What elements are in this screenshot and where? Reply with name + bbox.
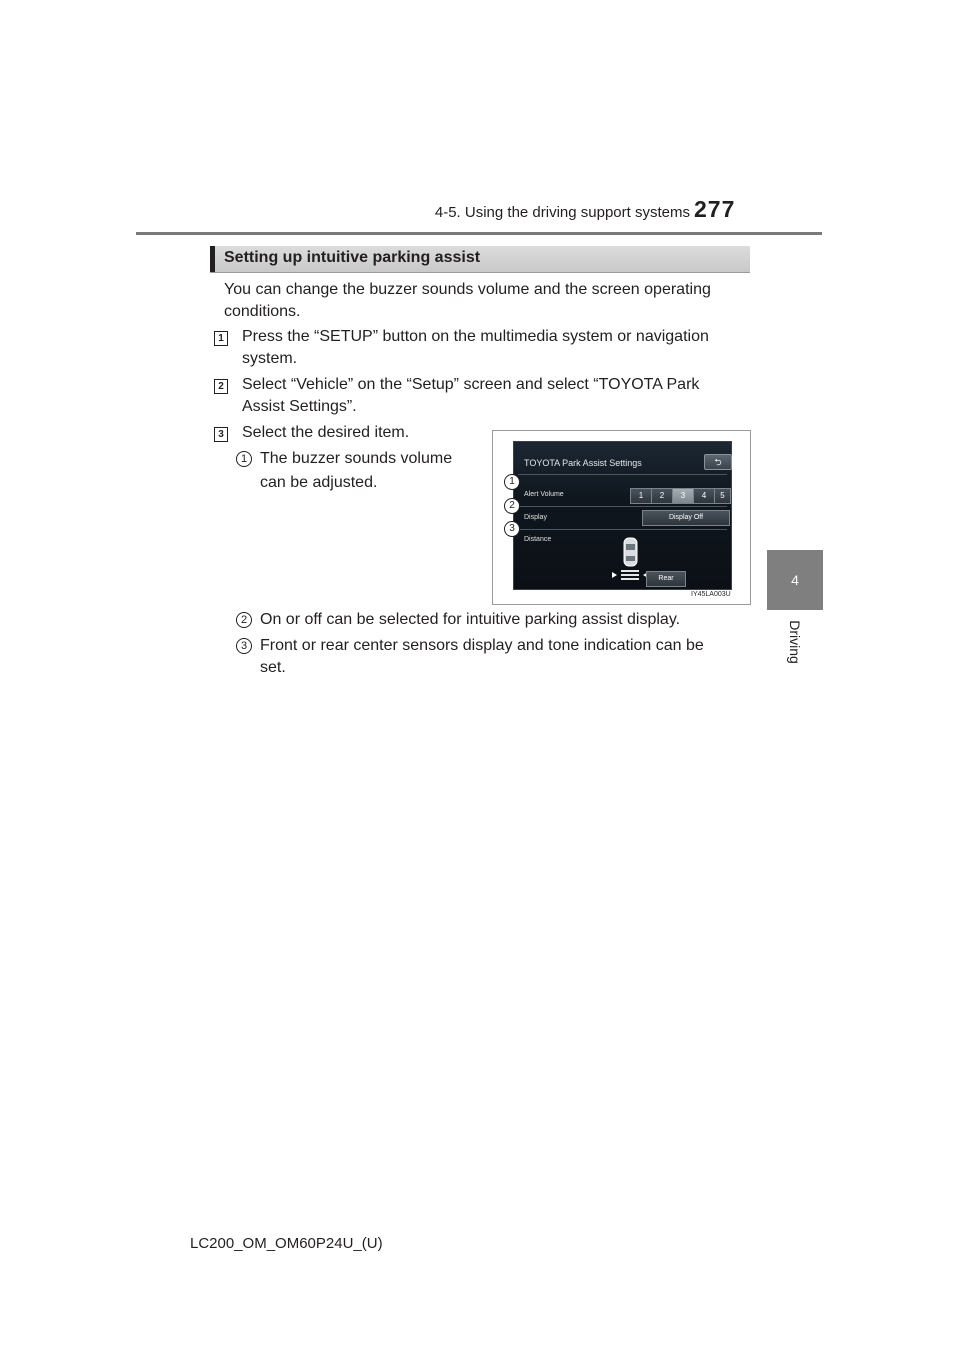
item-number-2: 2: [236, 612, 252, 628]
section-heading: [210, 246, 750, 273]
item-3-line-2: set.: [260, 659, 286, 676]
step-1-line-2: system.: [242, 350, 298, 367]
manual-code: LC200_OM_OM60P24U_(U): [190, 1235, 383, 1252]
header-rule: [136, 232, 822, 235]
volume-option-5[interactable]: 5: [714, 488, 731, 504]
chapter-tab: [767, 550, 823, 610]
chapter-label-text: Driving: [786, 620, 803, 664]
step-1-line-1: Press the “SETUP” button on the multimedia system or navigation: [242, 328, 709, 345]
callout-3: 3: [504, 521, 520, 537]
item-2-line-1: On or off can be selected for intuitive parking assist display.: [260, 611, 681, 628]
callout-1: 1: [504, 474, 520, 490]
chapter-number: 4: [791, 572, 799, 588]
item-1-line-2: can be adjusted.: [260, 474, 378, 491]
item-number-3: 3: [236, 638, 252, 654]
screen-divider: [518, 506, 727, 507]
step-number-2: 2: [214, 379, 228, 394]
step-2-line-1: Select “Vehicle” on the “Setup” screen and select “TOYOTA Park: [242, 376, 700, 393]
item-1-line-1: The buzzer sounds volume: [260, 450, 453, 467]
item-3-line-1: Front or rear center sensors display and tone indication can be: [260, 637, 704, 654]
return-arrow-icon[interactable]: ⮌: [704, 454, 732, 470]
intro-line-1: You can change the buzzer sounds volume and the screen operating: [224, 281, 711, 298]
section-heading-bar: [210, 246, 215, 272]
screen-divider: [518, 474, 727, 475]
callout-2: 2: [504, 498, 520, 514]
section-heading-text: Setting up intuitive parking assist: [224, 249, 481, 266]
distance-label: Distance: [524, 536, 552, 543]
chapter-label: [760, 612, 830, 672]
park-assist-screen-illustration: [492, 430, 751, 605]
step-number-1: 1: [214, 331, 228, 346]
volume-option-1[interactable]: 1: [630, 488, 652, 504]
settings-screen: [513, 441, 732, 590]
volume-option-4[interactable]: 4: [693, 488, 715, 504]
rear-button[interactable]: Rear: [646, 571, 686, 587]
intro-line-2: conditions.: [224, 303, 301, 320]
screen-divider: [518, 529, 727, 530]
page-number: 277: [694, 196, 736, 222]
image-code: IY45LA003U: [691, 591, 731, 598]
alert-volume-label: Alert Volume: [524, 491, 564, 498]
header-section-title: 4-5. Using the driving support systems: [434, 204, 690, 221]
display-label: Display: [524, 514, 547, 521]
volume-option-3[interactable]: 3: [672, 488, 694, 504]
display-off-button[interactable]: Display Off: [642, 510, 730, 526]
item-number-1: 1: [236, 451, 252, 467]
step-2-line-2: Assist Settings”.: [242, 398, 357, 415]
volume-option-2[interactable]: 2: [651, 488, 673, 504]
screen-title: TOYOTA Park Assist Settings: [524, 458, 642, 468]
step-3-line-1: Select the desired item.: [242, 424, 410, 441]
step-number-3: 3: [214, 427, 228, 442]
